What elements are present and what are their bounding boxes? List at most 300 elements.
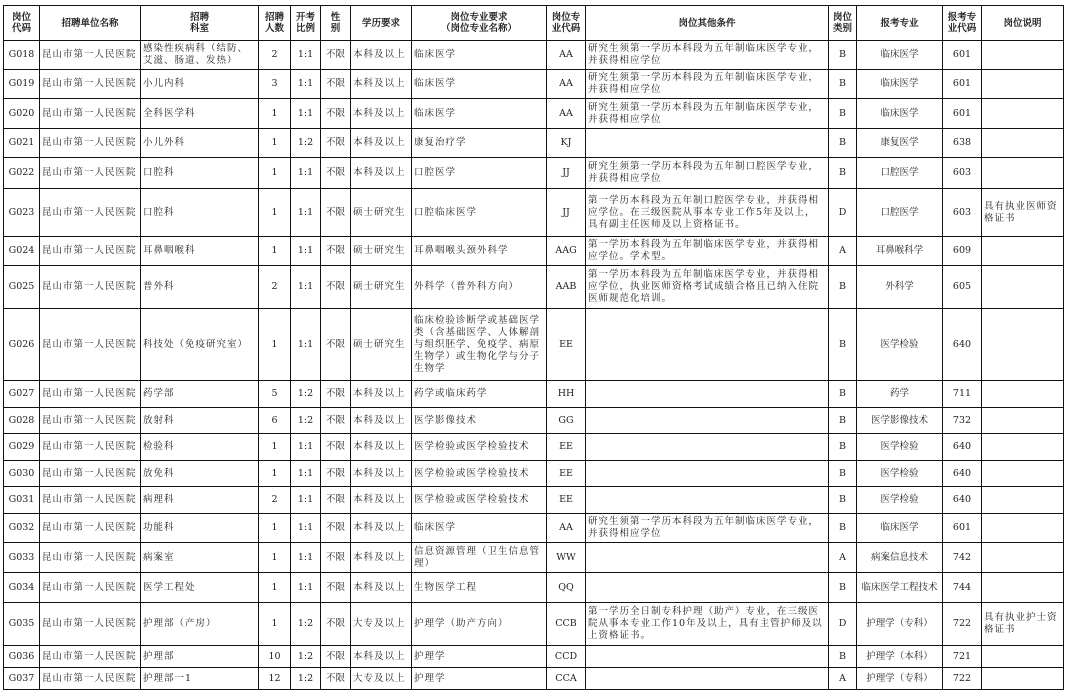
header-education: 学历要求: [351, 6, 412, 41]
cell-department: 耳鼻咽喉科: [141, 237, 259, 266]
cell-exam-major-code: 640: [943, 487, 982, 514]
cell-position-notes: [982, 158, 1064, 189]
cell-unit-name: 昆山市第一人民医院: [40, 487, 141, 514]
cell-position-category: B: [829, 266, 857, 309]
cell-education: 硕士研究生: [351, 266, 412, 309]
cell-major-requirement: 临床医学: [412, 70, 547, 99]
cell-unit-name: 昆山市第一人民医院: [40, 41, 141, 70]
table-row: [4, 668, 1064, 690]
cell-other-conditions: 第一学历本科段为五年制临床医学专业，并获得相应学位，执业医师资格考试成绩合格且已纳入住院医师规范化培训。: [586, 266, 829, 309]
cell-major-code: WW: [547, 543, 586, 573]
table-row: [4, 99, 1064, 129]
cell-other-conditions: 研究生须第一学历本科段为五年制临床医学专业，并获得相应学位: [586, 99, 829, 129]
cell-headcount: 1: [259, 189, 291, 237]
header-department: 招聘 科室: [141, 6, 259, 41]
cell-major-code: EE: [547, 487, 586, 514]
table-row: [4, 573, 1064, 603]
cell-major-code: AA: [547, 41, 586, 70]
header-major-requirement: 岗位专业要求 （岗位专业名称）: [412, 6, 547, 41]
cell-position-notes: [982, 309, 1064, 381]
cell-gender: 不限: [321, 668, 351, 690]
cell-gender: 不限: [321, 646, 351, 668]
cell-position-code: G021: [4, 129, 40, 158]
cell-department: 感染性疾病科（结防、艾滋、肠道、发热）: [141, 41, 259, 70]
cell-major-code: HH: [547, 381, 586, 408]
cell-department: 口腔科: [141, 189, 259, 237]
cell-gender: 不限: [321, 266, 351, 309]
table-row: [4, 408, 1064, 434]
header-major-code: 岗位专 业代码: [547, 6, 586, 41]
cell-gender: 不限: [321, 237, 351, 266]
cell-exam-major: 医学检验: [857, 487, 943, 514]
cell-department: 科技处（免疫研究室）: [141, 309, 259, 381]
cell-major-code: JJ: [547, 189, 586, 237]
table-row: [4, 487, 1064, 514]
cell-other-conditions: [586, 668, 829, 690]
cell-exam-ratio: 1:1: [291, 70, 321, 99]
cell-exam-ratio: 1:1: [291, 237, 321, 266]
cell-major-requirement: 口腔临床医学: [412, 189, 547, 237]
cell-education: 本科及以上: [351, 514, 412, 543]
cell-gender: 不限: [321, 129, 351, 158]
cell-exam-major-code: 742: [943, 543, 982, 573]
cell-gender: 不限: [321, 573, 351, 603]
cell-exam-major: 医学检验: [857, 434, 943, 461]
cell-major-code: CCD: [547, 646, 586, 668]
cell-education: 本科及以上: [351, 434, 412, 461]
table-row: [4, 543, 1064, 573]
cell-headcount: 12: [259, 668, 291, 690]
cell-major-requirement: 外科学（普外科方向）: [412, 266, 547, 309]
cell-major-requirement: 护理学: [412, 668, 547, 690]
cell-exam-major: 护理学（专科）: [857, 668, 943, 690]
cell-unit-name: 昆山市第一人民医院: [40, 514, 141, 543]
cell-unit-name: 昆山市第一人民医院: [40, 543, 141, 573]
cell-position-notes: [982, 408, 1064, 434]
cell-headcount: 3: [259, 70, 291, 99]
cell-major-requirement: 临床医学: [412, 41, 547, 70]
cell-education: 大专及以上: [351, 603, 412, 646]
cell-major-requirement: 康复治疗学: [412, 129, 547, 158]
table-row: [4, 266, 1064, 309]
cell-exam-major: 临床医学: [857, 514, 943, 543]
cell-other-conditions: [586, 129, 829, 158]
cell-exam-major: 护理学（本科）: [857, 646, 943, 668]
cell-position-code: G036: [4, 646, 40, 668]
cell-exam-major-code: 601: [943, 41, 982, 70]
cell-other-conditions: [586, 461, 829, 487]
cell-exam-major-code: 603: [943, 158, 982, 189]
header-exam-major-code: 报考专 业代码: [943, 6, 982, 41]
cell-major-code: CCA: [547, 668, 586, 690]
cell-position-category: B: [829, 158, 857, 189]
cell-department: 护理部: [141, 646, 259, 668]
cell-unit-name: 昆山市第一人民医院: [40, 461, 141, 487]
cell-exam-ratio: 1:2: [291, 408, 321, 434]
cell-headcount: 2: [259, 487, 291, 514]
cell-major-requirement: 临床医学: [412, 514, 547, 543]
cell-unit-name: 昆山市第一人民医院: [40, 646, 141, 668]
cell-exam-major-code: 609: [943, 237, 982, 266]
cell-position-notes: [982, 70, 1064, 99]
cell-gender: 不限: [321, 543, 351, 573]
cell-position-category: B: [829, 70, 857, 99]
cell-headcount: 1: [259, 543, 291, 573]
cell-gender: 不限: [321, 309, 351, 381]
cell-gender: 不限: [321, 434, 351, 461]
cell-exam-major-code: 605: [943, 266, 982, 309]
cell-exam-major: 临床医学: [857, 99, 943, 129]
cell-other-conditions: 研究生须第一学历本科段为五年制临床医学专业，并获得相应学位: [586, 70, 829, 99]
cell-position-category: B: [829, 434, 857, 461]
cell-exam-major-code: 732: [943, 408, 982, 434]
cell-gender: 不限: [321, 603, 351, 646]
cell-exam-ratio: 1:1: [291, 41, 321, 70]
cell-major-requirement: 口腔医学: [412, 158, 547, 189]
cell-gender: 不限: [321, 408, 351, 434]
cell-exam-major: 康复医学: [857, 129, 943, 158]
table-row: [4, 434, 1064, 461]
cell-headcount: 1: [259, 514, 291, 543]
cell-exam-ratio: 1:2: [291, 381, 321, 408]
cell-position-category: A: [829, 668, 857, 690]
cell-position-notes: [982, 266, 1064, 309]
cell-headcount: 2: [259, 41, 291, 70]
table-row: [4, 603, 1064, 646]
cell-exam-major-code: 601: [943, 514, 982, 543]
cell-exam-ratio: 1:1: [291, 309, 321, 381]
cell-other-conditions: [586, 434, 829, 461]
cell-unit-name: 昆山市第一人民医院: [40, 381, 141, 408]
cell-other-conditions: 第一学历全日制专科护理（助产）专业，在三级医院从事本专业工作10年及以上，具有主管护师及以上资格证书。: [586, 603, 829, 646]
cell-department: 病案室: [141, 543, 259, 573]
cell-education: 本科及以上: [351, 573, 412, 603]
cell-exam-ratio: 1:1: [291, 434, 321, 461]
cell-exam-major: 外科学: [857, 266, 943, 309]
cell-major-requirement: 临床医学: [412, 99, 547, 129]
cell-position-category: B: [829, 309, 857, 381]
cell-major-code: AA: [547, 70, 586, 99]
cell-position-notes: [982, 461, 1064, 487]
cell-department: 全科医学科: [141, 99, 259, 129]
cell-exam-ratio: 1:2: [291, 603, 321, 646]
cell-exam-major: 病案信息技术: [857, 543, 943, 573]
cell-other-conditions: 第一学历本科段为五年制临床医学专业，并获得相应学位。学术型。: [586, 237, 829, 266]
cell-position-notes: 具有执业护士资格证书: [982, 603, 1064, 646]
cell-gender: 不限: [321, 41, 351, 70]
cell-unit-name: 昆山市第一人民医院: [40, 237, 141, 266]
cell-position-category: B: [829, 99, 857, 129]
cell-major-code: EE: [547, 309, 586, 381]
header-gender: 性 别: [321, 6, 351, 41]
cell-education: 大专及以上: [351, 668, 412, 690]
cell-major-code: KJ: [547, 129, 586, 158]
cell-position-code: G025: [4, 266, 40, 309]
cell-position-notes: [982, 129, 1064, 158]
table-row: [4, 189, 1064, 237]
cell-headcount: 1: [259, 309, 291, 381]
cell-unit-name: 昆山市第一人民医院: [40, 603, 141, 646]
cell-headcount: 1: [259, 158, 291, 189]
cell-position-category: B: [829, 461, 857, 487]
cell-major-code: EE: [547, 434, 586, 461]
cell-department: 护理部一1: [141, 668, 259, 690]
cell-position-category: B: [829, 408, 857, 434]
header-unit-name: 招聘单位名称: [40, 6, 141, 41]
cell-position-notes: [982, 41, 1064, 70]
cell-unit-name: 昆山市第一人民医院: [40, 189, 141, 237]
cell-position-category: A: [829, 543, 857, 573]
cell-exam-major-code: 640: [943, 461, 982, 487]
cell-unit-name: 昆山市第一人民医院: [40, 668, 141, 690]
cell-position-category: B: [829, 381, 857, 408]
cell-position-code: G020: [4, 99, 40, 129]
cell-education: 本科及以上: [351, 41, 412, 70]
cell-exam-major: 护理学（专科）: [857, 603, 943, 646]
cell-education: 本科及以上: [351, 99, 412, 129]
cell-position-code: G037: [4, 668, 40, 690]
cell-gender: 不限: [321, 514, 351, 543]
cell-education: 硕士研究生: [351, 189, 412, 237]
cell-position-category: B: [829, 646, 857, 668]
cell-major-code: AA: [547, 99, 586, 129]
cell-headcount: 1: [259, 99, 291, 129]
cell-headcount: 6: [259, 408, 291, 434]
cell-position-code: G026: [4, 309, 40, 381]
cell-position-category: B: [829, 41, 857, 70]
cell-position-code: G028: [4, 408, 40, 434]
cell-position-code: G032: [4, 514, 40, 543]
cell-headcount: 1: [259, 434, 291, 461]
cell-gender: 不限: [321, 189, 351, 237]
cell-position-category: D: [829, 603, 857, 646]
cell-position-category: B: [829, 573, 857, 603]
cell-other-conditions: [586, 408, 829, 434]
cell-exam-ratio: 1:2: [291, 646, 321, 668]
cell-exam-major: 临床医学: [857, 41, 943, 70]
cell-exam-major: 口腔医学: [857, 158, 943, 189]
cell-department: 普外科: [141, 266, 259, 309]
cell-major-code: AAB: [547, 266, 586, 309]
cell-unit-name: 昆山市第一人民医院: [40, 70, 141, 99]
cell-education: 本科及以上: [351, 408, 412, 434]
table-row: [4, 41, 1064, 70]
cell-exam-ratio: 1:1: [291, 543, 321, 573]
cell-unit-name: 昆山市第一人民医院: [40, 309, 141, 381]
cell-education: 硕士研究生: [351, 237, 412, 266]
table-row: [4, 129, 1064, 158]
cell-gender: 不限: [321, 461, 351, 487]
cell-unit-name: 昆山市第一人民医院: [40, 129, 141, 158]
cell-education: 本科及以上: [351, 381, 412, 408]
cell-exam-major-code: 721: [943, 646, 982, 668]
cell-headcount: 1: [259, 573, 291, 603]
cell-other-conditions: [586, 573, 829, 603]
table-row: [4, 309, 1064, 381]
cell-exam-major: 口腔医学: [857, 189, 943, 237]
cell-major-requirement: 医学检验或医学检验技术: [412, 434, 547, 461]
cell-major-requirement: 药学或临床药学: [412, 381, 547, 408]
header-position-category: 岗位 类别: [829, 6, 857, 41]
cell-unit-name: 昆山市第一人民医院: [40, 158, 141, 189]
cell-exam-ratio: 1:1: [291, 266, 321, 309]
cell-other-conditions: [586, 309, 829, 381]
header-exam-major: 报考专业: [857, 6, 943, 41]
cell-department: 口腔科: [141, 158, 259, 189]
cell-education: 本科及以上: [351, 543, 412, 573]
cell-exam-major-code: 722: [943, 668, 982, 690]
cell-gender: 不限: [321, 381, 351, 408]
cell-exam-major-code: 640: [943, 434, 982, 461]
table-row: [4, 461, 1064, 487]
table-row: [4, 70, 1064, 99]
cell-exam-major-code: 744: [943, 573, 982, 603]
cell-major-requirement: 医学检验或医学检验技术: [412, 461, 547, 487]
cell-exam-major: 临床医学: [857, 70, 943, 99]
cell-other-conditions: [586, 487, 829, 514]
cell-major-requirement: 临床检验诊断学或基础医学类（含基础医学、人体解剖与组织胚学、免疫学、病原生物学）或生物化学与分子生物学: [412, 309, 547, 381]
cell-other-conditions: 研究生须第一学历本科段为五年制临床医学专业，并获得相应学位: [586, 514, 829, 543]
cell-department: 护理部（产房）: [141, 603, 259, 646]
cell-department: 放射科: [141, 408, 259, 434]
cell-position-code: G030: [4, 461, 40, 487]
cell-exam-major: 耳鼻喉科学: [857, 237, 943, 266]
cell-position-code: G027: [4, 381, 40, 408]
cell-position-category: B: [829, 487, 857, 514]
cell-position-notes: [982, 237, 1064, 266]
cell-other-conditions: [586, 381, 829, 408]
cell-other-conditions: 第一学历本科段为五年制口腔医学专业，并获得相应学位。在三级医院从事本专业工作5年及以上，具有副主任医师及以上资格证书。: [586, 189, 829, 237]
header-other-conditions: 岗位其他条件: [586, 6, 829, 41]
cell-exam-ratio: 1:2: [291, 668, 321, 690]
cell-exam-major-code: 722: [943, 603, 982, 646]
cell-position-category: B: [829, 514, 857, 543]
cell-major-requirement: 医学检验或医学检验技术: [412, 487, 547, 514]
cell-department: 功能科: [141, 514, 259, 543]
table-row: [4, 381, 1064, 408]
cell-headcount: 5: [259, 381, 291, 408]
cell-exam-ratio: 1:2: [291, 129, 321, 158]
cell-major-code: QQ: [547, 573, 586, 603]
cell-position-notes: [982, 99, 1064, 129]
cell-gender: 不限: [321, 487, 351, 514]
cell-major-code: EE: [547, 461, 586, 487]
cell-position-notes: [982, 514, 1064, 543]
cell-position-category: A: [829, 237, 857, 266]
cell-exam-major-code: 638: [943, 129, 982, 158]
cell-headcount: 1: [259, 237, 291, 266]
cell-major-requirement: 护理学: [412, 646, 547, 668]
cell-position-code: G035: [4, 603, 40, 646]
cell-department: 小儿内科: [141, 70, 259, 99]
cell-exam-ratio: 1:1: [291, 99, 321, 129]
cell-headcount: 1: [259, 461, 291, 487]
cell-position-notes: [982, 434, 1064, 461]
cell-education: 本科及以上: [351, 70, 412, 99]
cell-education: 本科及以上: [351, 129, 412, 158]
cell-position-notes: [982, 487, 1064, 514]
cell-education: 本科及以上: [351, 487, 412, 514]
cell-exam-ratio: 1:1: [291, 158, 321, 189]
cell-exam-major-code: 601: [943, 99, 982, 129]
cell-position-category: B: [829, 129, 857, 158]
cell-exam-major-code: 603: [943, 189, 982, 237]
cell-department: 药学部: [141, 381, 259, 408]
cell-education: 本科及以上: [351, 461, 412, 487]
cell-major-requirement: 耳鼻咽喉头颈外科学: [412, 237, 547, 266]
header-headcount: 招聘 人数: [259, 6, 291, 41]
cell-position-notes: [982, 646, 1064, 668]
cell-unit-name: 昆山市第一人民医院: [40, 573, 141, 603]
header-position-code: 岗位 代码: [4, 6, 40, 41]
cell-major-requirement: 护理学（助产方向）: [412, 603, 547, 646]
table-row: [4, 237, 1064, 266]
cell-exam-major: 医学检验: [857, 309, 943, 381]
cell-exam-ratio: 1:1: [291, 189, 321, 237]
cell-exam-major-code: 640: [943, 309, 982, 381]
cell-major-code: GG: [547, 408, 586, 434]
cell-headcount: 1: [259, 603, 291, 646]
header-exam-ratio: 开考 比例: [291, 6, 321, 41]
cell-headcount: 1: [259, 129, 291, 158]
cell-department: 检验科: [141, 434, 259, 461]
cell-position-code: G024: [4, 237, 40, 266]
cell-position-notes: 具有执业医师资格证书: [982, 189, 1064, 237]
cell-position-notes: [982, 668, 1064, 690]
cell-major-code: AA: [547, 514, 586, 543]
cell-department: 病理科: [141, 487, 259, 514]
cell-position-code: G018: [4, 41, 40, 70]
cell-exam-major: 医学检验: [857, 461, 943, 487]
cell-department: 小儿外科: [141, 129, 259, 158]
cell-unit-name: 昆山市第一人民医院: [40, 408, 141, 434]
table-header-row: [4, 6, 1064, 41]
cell-position-notes: [982, 543, 1064, 573]
cell-gender: 不限: [321, 158, 351, 189]
cell-exam-ratio: 1:1: [291, 514, 321, 543]
cell-position-notes: [982, 381, 1064, 408]
cell-education: 本科及以上: [351, 158, 412, 189]
cell-major-code: CCB: [547, 603, 586, 646]
cell-position-code: G033: [4, 543, 40, 573]
cell-exam-major-code: 711: [943, 381, 982, 408]
cell-headcount: 2: [259, 266, 291, 309]
cell-unit-name: 昆山市第一人民医院: [40, 99, 141, 129]
table-row: [4, 158, 1064, 189]
cell-exam-ratio: 1:1: [291, 461, 321, 487]
cell-exam-major-code: 601: [943, 70, 982, 99]
cell-major-requirement: 医学影像技术: [412, 408, 547, 434]
cell-position-code: G022: [4, 158, 40, 189]
cell-position-code: G034: [4, 573, 40, 603]
cell-department: 放免科: [141, 461, 259, 487]
cell-exam-ratio: 1:1: [291, 487, 321, 514]
cell-department: 医学工程处: [141, 573, 259, 603]
cell-position-code: G029: [4, 434, 40, 461]
cell-major-requirement: 生物医学工程: [412, 573, 547, 603]
cell-education: 本科及以上: [351, 646, 412, 668]
cell-education: 硕士研究生: [351, 309, 412, 381]
recruitment-table: [3, 5, 1064, 690]
cell-exam-major: 临床医学工程技术: [857, 573, 943, 603]
cell-other-conditions: 研究生须第一学历本科段为五年制口腔医学专业，并获得相应学位: [586, 158, 829, 189]
cell-headcount: 10: [259, 646, 291, 668]
cell-other-conditions: 研究生须第一学历本科段为五年制临床医学专业，并获得相应学位: [586, 41, 829, 70]
cell-gender: 不限: [321, 99, 351, 129]
cell-unit-name: 昆山市第一人民医院: [40, 266, 141, 309]
cell-exam-major: 药学: [857, 381, 943, 408]
header-position-notes: 岗位说明: [982, 6, 1064, 41]
